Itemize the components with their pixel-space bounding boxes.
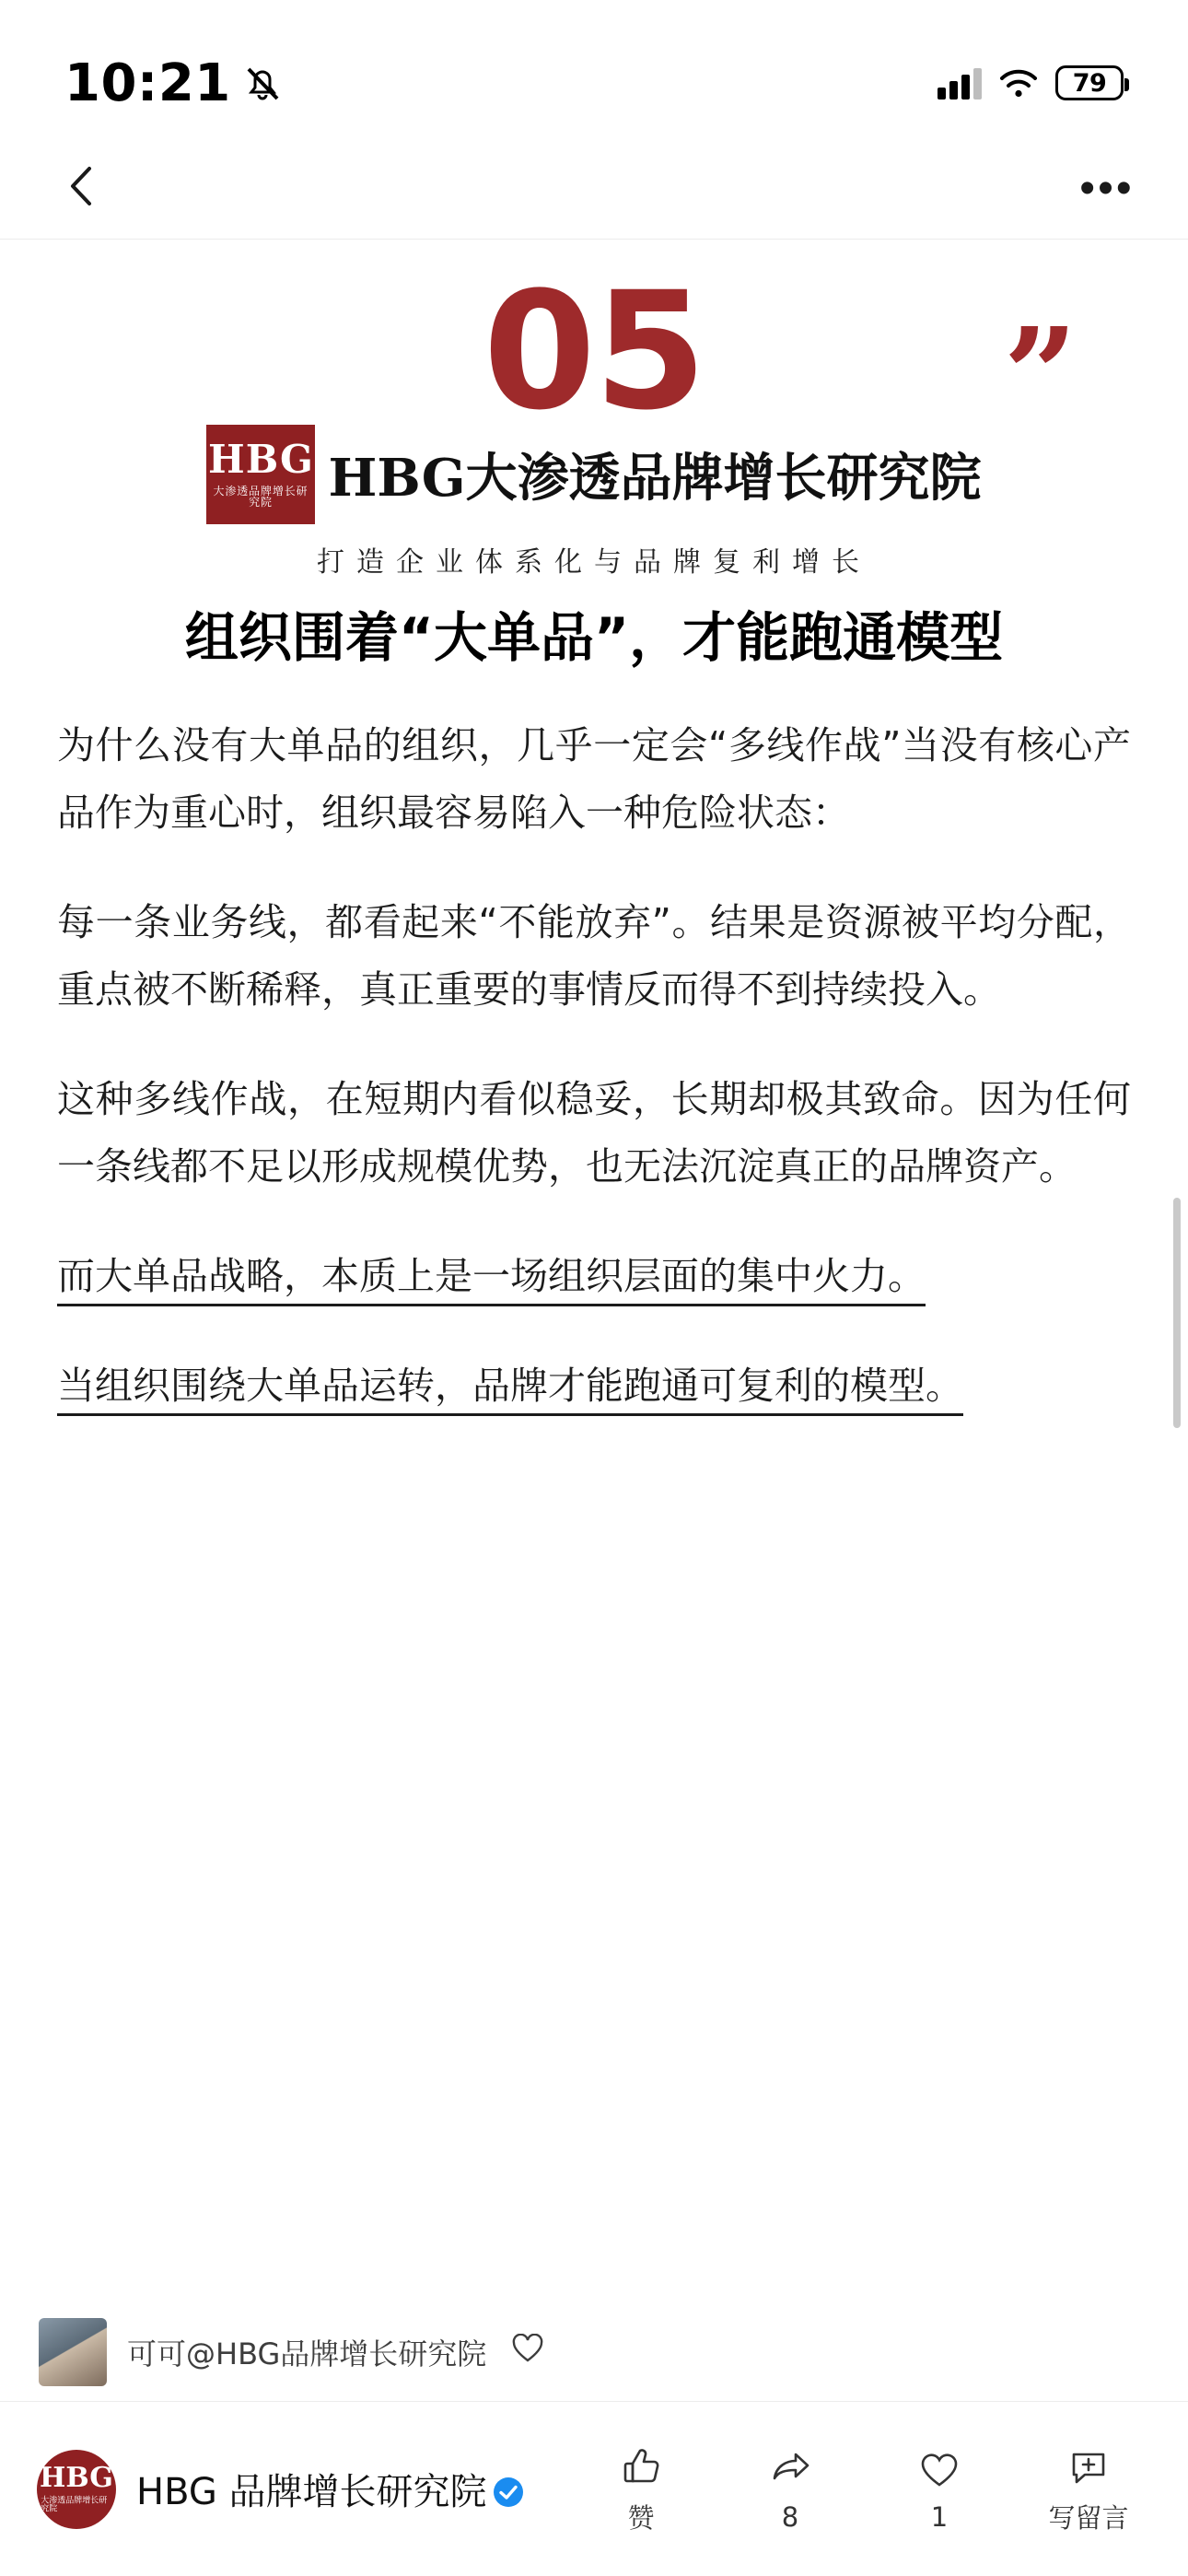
heart-outline-icon[interactable]: [512, 2334, 543, 2371]
article-paragraph: 每一条业务线，都看起来“不能放弃”。结果是资源被平均分配，重点被不断稀释，真正重要的事情反而得不到持续投入。: [57, 899, 1131, 1012]
article-paragraph-highlighted: [57, 1243, 1131, 1310]
article-paragraph-text: 而大单品战略，本质上是一场组织层面的集中火力。: [57, 1254, 926, 1306]
article-banner: [0, 240, 1188, 672]
article-paragraph-text: 当组织围绕大单品运转，品牌才能跑通可复利的模型。: [57, 1364, 963, 1416]
article-source-text: 可可@HBG品牌增长研究院: [127, 2336, 487, 2371]
comment-label: 写留言: [1048, 2502, 1129, 2534]
more-options-icon: •••: [1079, 163, 1135, 213]
bell-off-icon: [244, 63, 281, 103]
article-paragraph: 为什么没有大单品的组织，几乎一定会“多线作战”当没有核心产品作为重心时，组织最容易陷入一种危险状态：: [57, 723, 1131, 835]
footer-bar: [0, 2401, 1188, 2576]
cellular-signal-icon: [938, 66, 982, 100]
article-content: [0, 240, 1188, 2248]
article-body: [0, 672, 1188, 1420]
back-button[interactable]: [53, 161, 109, 217]
brand-line: [55, 425, 1133, 524]
comment-button[interactable]: [1046, 2442, 1131, 2535]
thumbs-up-icon: [620, 2442, 662, 2490]
action-bar: [599, 2442, 1131, 2535]
chevron-left-icon: [67, 164, 95, 213]
status-time: 10:21: [64, 53, 231, 113]
account-avatar-main: HBG: [40, 2461, 113, 2494]
brand-tagline: 打造企业体系化与品牌复利增长: [317, 545, 871, 579]
quote-mark-icon: ”: [1003, 300, 1077, 451]
brand-logo-main: HBG: [208, 436, 314, 482]
share-button[interactable]: [748, 2446, 833, 2533]
battery-indicator: [1055, 65, 1124, 100]
account-entry[interactable]: [37, 2450, 524, 2529]
status-bar-left: [64, 53, 281, 113]
wifi-icon: [998, 67, 1039, 99]
article-paragraph-highlighted: [57, 1352, 1131, 1420]
like-button[interactable]: [599, 2442, 683, 2535]
section-number: 05: [483, 257, 705, 446]
battery-level-text: 79: [1072, 68, 1107, 98]
scrollbar[interactable]: [1173, 1198, 1181, 1428]
brand-logo: [206, 425, 315, 524]
account-name: [136, 2463, 524, 2515]
nav-bar: [0, 138, 1188, 240]
comment-icon: [1067, 2442, 1110, 2490]
account-avatar: [37, 2450, 116, 2529]
article-headline: 组织围着“大单品”，才能跑通模型: [184, 605, 1004, 669]
article-thumbnail: [39, 2318, 107, 2386]
verified-badge-icon: [493, 2475, 524, 2506]
brand-name: HBG大渗透品牌增长研究院: [328, 447, 982, 509]
share-count: 8: [781, 2500, 799, 2533]
favorite-button[interactable]: [897, 2446, 982, 2533]
share-icon: [769, 2446, 811, 2494]
brand-logo-sub: 大渗透品牌增长研究院: [213, 484, 309, 509]
favorite-count: 1: [930, 2500, 949, 2533]
more-options-button[interactable]: [1079, 161, 1135, 217]
article-source-bar[interactable]: [0, 2303, 1188, 2401]
heart-outline-icon: [918, 2446, 961, 2494]
account-name-text: HBG 品牌增长研究院: [136, 2471, 487, 2513]
article-paragraph: 这种多线作战，在短期内看似稳妥，长期却极其致命。因为任何一条线都不足以形成规模优势，也无法沉淀真正的品牌资产。: [57, 1076, 1131, 1188]
account-avatar-sub: 大渗透品牌增长研究院: [41, 2495, 108, 2513]
like-label: 赞: [627, 2502, 655, 2534]
status-bar-right: [938, 65, 1124, 100]
status-bar: [0, 0, 1188, 138]
